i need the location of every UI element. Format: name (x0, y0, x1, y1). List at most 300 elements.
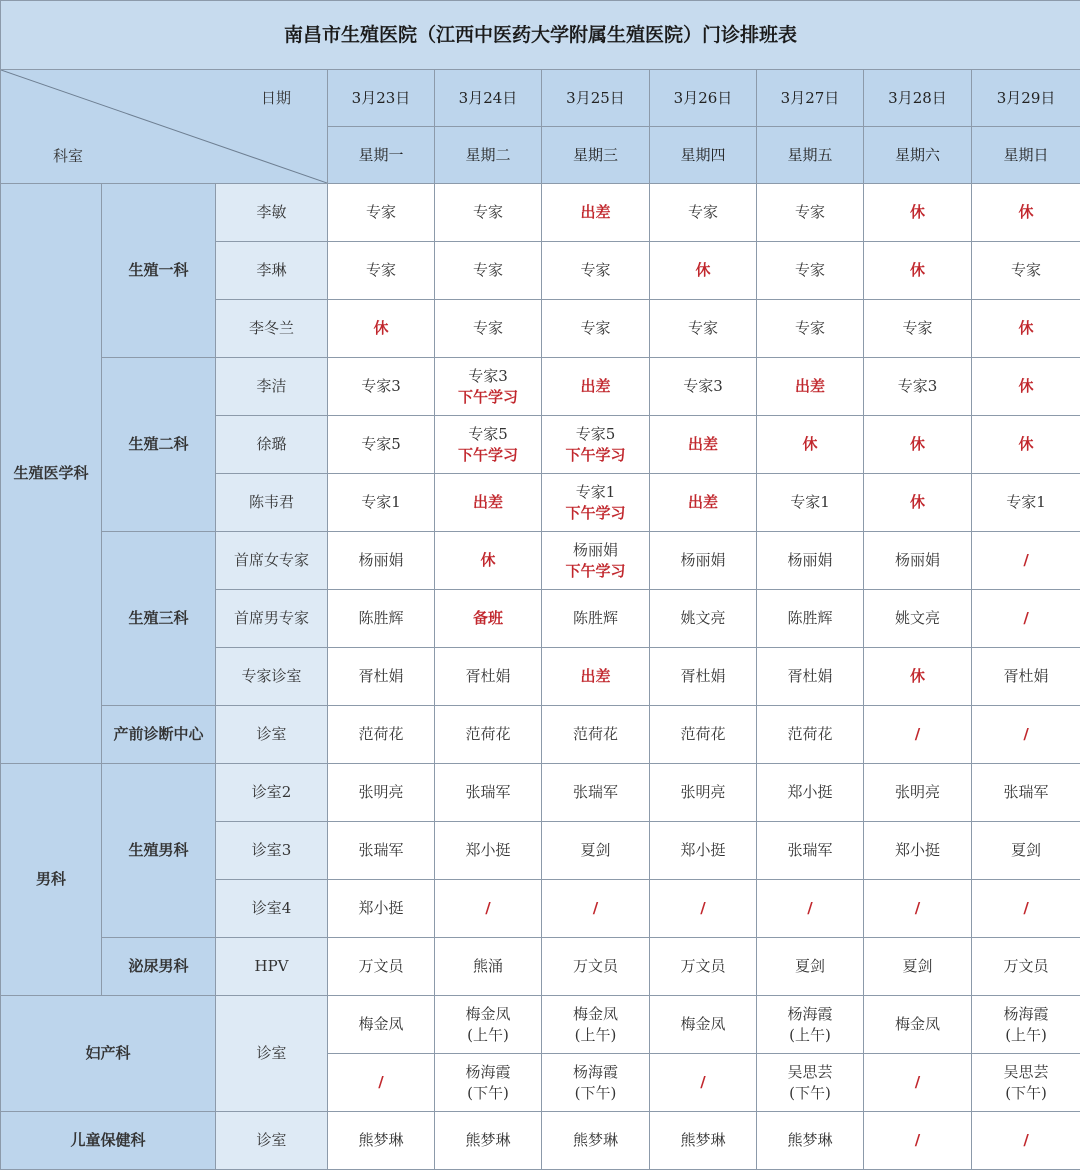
schedule-row (1, 764, 1080, 822)
schedule-cell (435, 358, 542, 416)
schedule-cell-text: 休 (757, 434, 863, 455)
schedule-cell-text: 专家5 (328, 434, 434, 455)
schedule-cell-text: 万文员 (328, 956, 434, 977)
schedule-row (1, 706, 1080, 764)
schedule-cell-text: 专家 (435, 260, 541, 281)
schedule-cell (650, 1112, 757, 1170)
schedule-cell-text: 休 (864, 666, 971, 687)
schedule-cell-text: 张明亮 (650, 782, 756, 803)
schedule-cell (542, 242, 650, 300)
schedule-cell (542, 416, 650, 474)
schedule-cell (650, 996, 757, 1054)
schedule-cell (650, 880, 757, 938)
schedule-cell (328, 358, 435, 416)
schedule-cell-text: 梅金凤 (328, 1014, 434, 1035)
clinic-room-label: 诊室 (216, 996, 328, 1112)
schedule-cell-text: 范荷花 (542, 724, 649, 745)
schedule-cell (542, 358, 650, 416)
schedule-cell-text: 姚文亮 (864, 608, 971, 629)
schedule-cell-text: 杨丽娟 (757, 550, 863, 571)
department-level1: 儿童保健科 (1, 1112, 216, 1170)
date-header-label: 日期 (261, 88, 291, 109)
schedule-cell-text: (上午) (972, 1025, 1080, 1046)
clinic-room-label: 首席女专家 (216, 532, 328, 590)
schedule-cell-text: 夏剑 (972, 840, 1080, 861)
weekday-header-5: 星期五 (757, 127, 864, 184)
schedule-cell-text: 熊梦琳 (650, 1130, 756, 1151)
schedule-cell-text: 梅金凤 (435, 1004, 541, 1025)
weekday-header-7: 星期日 (972, 127, 1080, 184)
schedule-cell (435, 880, 542, 938)
schedule-cell-text: 陈胜辉 (328, 608, 434, 629)
schedule-cell (650, 184, 757, 242)
schedule-cell (328, 996, 435, 1054)
schedule-cell-text: / (864, 1130, 971, 1151)
schedule-cell-text: (下午) (542, 1083, 649, 1104)
clinic-room-label: 李洁 (216, 358, 328, 416)
schedule-cell (542, 474, 650, 532)
diagonal-divider (1, 70, 327, 183)
schedule-cell (328, 184, 435, 242)
schedule-cell (542, 996, 650, 1054)
schedule-cell-text: 专家3 (328, 376, 434, 397)
schedule-cell-text: 杨海霞 (972, 1004, 1080, 1025)
schedule-cell (864, 242, 972, 300)
schedule-cell (864, 358, 972, 416)
schedule-cell (864, 532, 972, 590)
schedule-cell-text: 杨海霞 (435, 1062, 541, 1083)
schedule-cell (757, 590, 864, 648)
schedule-cell (542, 532, 650, 590)
schedule-cell (864, 416, 972, 474)
schedule-cell (972, 1054, 1080, 1112)
schedule-cell-text: 熊涌 (435, 956, 541, 977)
schedule-cell (542, 822, 650, 880)
schedule-cell (972, 358, 1080, 416)
schedule-cell-text: 杨海霞 (542, 1062, 649, 1083)
schedule-cell (864, 184, 972, 242)
schedule-cell-text: 专家1 (542, 482, 649, 503)
schedule-cell-text: 夏剑 (542, 840, 649, 861)
schedule-cell (864, 996, 972, 1054)
schedule-cell-text: 张瑞军 (328, 840, 434, 861)
schedule-cell (328, 474, 435, 532)
schedule-cell-text: 万文员 (650, 956, 756, 977)
schedule-cell (650, 358, 757, 416)
schedule-cell (757, 1112, 864, 1170)
schedule-cell-text: 胥杜娟 (328, 666, 434, 687)
clinic-room-label: 诊室 (216, 706, 328, 764)
schedule-row (1, 358, 1080, 416)
schedule-cell (757, 358, 864, 416)
schedule-cell (757, 996, 864, 1054)
schedule-cell-text: 专家1 (328, 492, 434, 513)
clinic-room-label: HPV (216, 938, 328, 996)
schedule-cell-text: 下午学习 (435, 387, 541, 408)
department-level2: 产前诊断中心 (102, 706, 216, 764)
schedule-cell-text: 专家 (864, 318, 971, 339)
weekday-header-3: 星期三 (542, 127, 650, 184)
clinic-room-label: 李琳 (216, 242, 328, 300)
schedule-cell (435, 822, 542, 880)
schedule-cell-text: 吴思芸 (757, 1062, 863, 1083)
clinic-room-label: 专家诊室 (216, 648, 328, 706)
schedule-cell-text: 胥杜娟 (435, 666, 541, 687)
schedule-cell (435, 474, 542, 532)
schedule-row (1, 938, 1080, 996)
schedule-cell (435, 242, 542, 300)
schedule-cell (757, 532, 864, 590)
schedule-cell-text: 吴思芸 (972, 1062, 1080, 1083)
schedule-cell-text: 休 (972, 318, 1080, 339)
schedule-cell (435, 938, 542, 996)
schedule-row (1, 1112, 1080, 1170)
schedule-cell (650, 822, 757, 880)
schedule-cell-text: / (864, 1072, 971, 1093)
schedule-cell-text: 专家5 (435, 424, 541, 445)
schedule-cell (542, 184, 650, 242)
schedule-cell (435, 1054, 542, 1112)
department-level2: 生殖三科 (102, 532, 216, 706)
schedule-row (1, 532, 1080, 590)
schedule-cell (757, 938, 864, 996)
schedule-cell (864, 880, 972, 938)
schedule-cell-text: 杨海霞 (757, 1004, 863, 1025)
schedule-cell-text: 陈胜辉 (757, 608, 863, 629)
schedule-cell-text: 张瑞军 (542, 782, 649, 803)
department-level1: 男科 (1, 764, 102, 996)
schedule-cell-text: 杨丽娟 (328, 550, 434, 571)
schedule-cell-text: (下午) (757, 1083, 863, 1104)
schedule-cell-text: 休 (864, 260, 971, 281)
schedule-cell (328, 938, 435, 996)
schedule-cell-text: 专家 (757, 260, 863, 281)
schedule-cell-text: 专家1 (757, 492, 863, 513)
schedule-cell-text: 梅金凤 (864, 1014, 971, 1035)
schedule-cell-text: (下午) (435, 1083, 541, 1104)
schedule-cell (757, 648, 864, 706)
schedule-cell (972, 822, 1080, 880)
schedule-cell (328, 648, 435, 706)
schedule-cell-text: 专家 (328, 260, 434, 281)
schedule-cell-text: 休 (650, 260, 756, 281)
header-corner (1, 70, 328, 184)
schedule-cell-text: / (650, 1072, 756, 1093)
schedule-cell-text: 熊梦琳 (328, 1130, 434, 1151)
schedule-cell-text: 出差 (542, 376, 649, 397)
schedule-cell-text: 专家 (757, 202, 863, 223)
date-header-6: 3月28日 (864, 70, 972, 127)
schedule-cell-text: 备班 (435, 608, 541, 629)
schedule-cell (757, 880, 864, 938)
schedule-cell (972, 764, 1080, 822)
schedule-cell (542, 764, 650, 822)
schedule-cell (757, 764, 864, 822)
schedule-cell-text: 专家 (650, 202, 756, 223)
schedule-cell (328, 822, 435, 880)
weekday-header-6: 星期六 (864, 127, 972, 184)
schedule-cell-text: 梅金凤 (542, 1004, 649, 1025)
schedule-cell (328, 764, 435, 822)
schedule-cell (757, 706, 864, 764)
schedule-cell-text: 杨丽娟 (542, 540, 649, 561)
schedule-cell (972, 1112, 1080, 1170)
schedule-cell-text: 杨丽娟 (650, 550, 756, 571)
schedule-cell-text: 专家3 (864, 376, 971, 397)
schedule-cell (757, 1054, 864, 1112)
schedule-cell (328, 1112, 435, 1170)
schedule-cell-text: / (435, 898, 541, 919)
schedule-cell-text: / (328, 1072, 434, 1093)
schedule-cell-text: 下午学习 (542, 503, 649, 524)
schedule-cell-text: 范荷花 (650, 724, 756, 745)
schedule-cell-text: 专家 (435, 318, 541, 339)
schedule-cell (435, 532, 542, 590)
schedule-cell-text: 熊梦琳 (757, 1130, 863, 1151)
department-level1: 生殖医学科 (1, 184, 102, 764)
schedule-cell (864, 938, 972, 996)
schedule-cell-text: / (757, 898, 863, 919)
schedule-cell-text: 万文员 (972, 956, 1080, 977)
schedule-cell-text: 下午学习 (435, 445, 541, 466)
schedule-cell-text: 张瑞军 (972, 782, 1080, 803)
schedule-cell-text: 专家 (542, 318, 649, 339)
schedule-cell (435, 996, 542, 1054)
schedule-cell (972, 706, 1080, 764)
schedule-cell (972, 996, 1080, 1054)
date-header-3: 3月25日 (542, 70, 650, 127)
schedule-cell-text: / (972, 1130, 1080, 1151)
department-level2: 泌尿男科 (102, 938, 216, 996)
schedule-cell (864, 1054, 972, 1112)
schedule-cell (972, 416, 1080, 474)
schedule-cell (864, 764, 972, 822)
schedule-cell-text: (上午) (435, 1025, 541, 1046)
schedule-cell (328, 242, 435, 300)
schedule-cell (972, 880, 1080, 938)
schedule-cell (650, 590, 757, 648)
clinic-room-label: 诊室4 (216, 880, 328, 938)
schedule-cell-text: 下午学习 (542, 561, 649, 582)
schedule-cell (328, 416, 435, 474)
schedule-cell (435, 590, 542, 648)
schedule-row (1, 184, 1080, 242)
schedule-cell (972, 648, 1080, 706)
clinic-room-label: 李敏 (216, 184, 328, 242)
schedule-cell (757, 416, 864, 474)
schedule-cell (864, 1112, 972, 1170)
date-header-7: 3月29日 (972, 70, 1080, 127)
schedule-cell-text: 专家 (435, 202, 541, 223)
schedule-cell-text: 熊梦琳 (435, 1130, 541, 1151)
date-header-5: 3月27日 (757, 70, 864, 127)
schedule-cell-text: / (972, 898, 1080, 919)
schedule-cell-text: 休 (864, 492, 971, 513)
schedule-cell-text: (下午) (972, 1083, 1080, 1104)
schedule-cell (435, 706, 542, 764)
schedule-cell (757, 822, 864, 880)
schedule-cell (864, 590, 972, 648)
department-level2: 生殖男科 (102, 764, 216, 938)
schedule-cell (650, 938, 757, 996)
schedule-cell (435, 416, 542, 474)
schedule-cell (864, 706, 972, 764)
schedule-cell-text: 休 (435, 550, 541, 571)
schedule-cell-text: 专家 (542, 260, 649, 281)
schedule-cell (972, 938, 1080, 996)
schedule-cell (328, 532, 435, 590)
schedule-cell (435, 764, 542, 822)
schedule-cell-text: 专家 (650, 318, 756, 339)
schedule-cell (542, 706, 650, 764)
schedule-cell (328, 706, 435, 764)
clinic-room-label: 诊室2 (216, 764, 328, 822)
schedule-cell-text: 出差 (435, 492, 541, 513)
schedule-cell-text: 张瑞军 (757, 840, 863, 861)
schedule-cell (542, 648, 650, 706)
schedule-cell-text: 郑小挺 (864, 840, 971, 861)
schedule-cell-text: 出差 (542, 666, 649, 687)
clinic-room-label: 首席男专家 (216, 590, 328, 648)
schedule-cell-text: / (542, 898, 649, 919)
schedule-cell (542, 1054, 650, 1112)
date-header-1: 3月23日 (328, 70, 435, 127)
schedule-cell (864, 474, 972, 532)
schedule-cell-text: 张明亮 (864, 782, 971, 803)
page-title: 南昌市生殖医院（江西中医药大学附属生殖医院）门诊排班表 (1, 1, 1080, 70)
schedule-cell-text: / (864, 724, 971, 745)
schedule-cell-text: 夏剑 (757, 956, 863, 977)
schedule-cell-text: / (864, 898, 971, 919)
schedule-cell-text: 专家 (757, 318, 863, 339)
schedule-cell-text: 郑小挺 (650, 840, 756, 861)
schedule-cell-text: 杨丽娟 (864, 550, 971, 571)
schedule-cell (972, 532, 1080, 590)
schedule-cell-text: (上午) (757, 1025, 863, 1046)
schedule-cell-text: 专家 (328, 202, 434, 223)
schedule-cell (435, 300, 542, 358)
schedule-cell (650, 532, 757, 590)
clinic-room-label: 李冬兰 (216, 300, 328, 358)
department-level1: 妇产科 (1, 996, 216, 1112)
schedule-cell-text: (上午) (542, 1025, 649, 1046)
schedule-cell (650, 764, 757, 822)
schedule-cell-text: 范荷花 (757, 724, 863, 745)
schedule-cell (328, 300, 435, 358)
schedule-cell (650, 648, 757, 706)
schedule-cell-text: 张瑞军 (435, 782, 541, 803)
schedule-cell-text: 休 (864, 434, 971, 455)
schedule-cell (542, 1112, 650, 1170)
clinic-room-label: 诊室 (216, 1112, 328, 1170)
schedule-cell-text: 专家1 (972, 492, 1080, 513)
schedule-cell-text: / (972, 724, 1080, 745)
schedule-cell (328, 880, 435, 938)
schedule-cell (650, 706, 757, 764)
schedule-cell-text: 夏剑 (864, 956, 971, 977)
schedule-cell-text: 下午学习 (542, 445, 649, 466)
schedule-cell (757, 300, 864, 358)
date-header-4: 3月26日 (650, 70, 757, 127)
schedule-cell (972, 590, 1080, 648)
schedule-cell (864, 822, 972, 880)
schedule-cell (650, 1054, 757, 1112)
schedule-cell-text: 胥杜娟 (757, 666, 863, 687)
schedule-cell-text: 梅金凤 (650, 1014, 756, 1035)
schedule-cell-text: 出差 (757, 376, 863, 397)
schedule-cell (972, 300, 1080, 358)
schedule-cell-text: 胥杜娟 (650, 666, 756, 687)
schedule-cell-text: 熊梦琳 (542, 1130, 649, 1151)
schedule-cell (328, 590, 435, 648)
schedule-cell-text: 范荷花 (328, 724, 434, 745)
schedule-cell (650, 416, 757, 474)
schedule-cell-text: 专家5 (542, 424, 649, 445)
schedule-cell (650, 474, 757, 532)
schedule-row (1, 996, 1080, 1054)
schedule-cell-text: 郑小挺 (328, 898, 434, 919)
schedule-cell (650, 300, 757, 358)
department-header-label: 科室 (53, 146, 83, 167)
schedule-cell-text: 万文员 (542, 956, 649, 977)
schedule-cell (757, 242, 864, 300)
schedule-cell (972, 184, 1080, 242)
schedule-cell-text: 出差 (650, 492, 756, 513)
schedule-cell-text: / (650, 898, 756, 919)
schedule-cell-text: 休 (864, 202, 971, 223)
weekday-header-2: 星期二 (435, 127, 542, 184)
schedule-cell-text: 郑小挺 (435, 840, 541, 861)
schedule-cell (972, 242, 1080, 300)
schedule-cell-text: 张明亮 (328, 782, 434, 803)
weekday-header-4: 星期四 (650, 127, 757, 184)
schedule-cell-text: 专家3 (650, 376, 756, 397)
schedule-cell (542, 300, 650, 358)
schedule-cell (972, 474, 1080, 532)
schedule-cell-text: 陈胜辉 (542, 608, 649, 629)
schedule-cell-text: 休 (972, 376, 1080, 397)
schedule-cell-text: 休 (972, 434, 1080, 455)
schedule-cell-text: 专家3 (435, 366, 541, 387)
schedule-cell (757, 184, 864, 242)
clinic-room-label: 诊室3 (216, 822, 328, 880)
weekday-header-1: 星期一 (328, 127, 435, 184)
schedule-cell-text: 出差 (542, 202, 649, 223)
schedule-cell (435, 648, 542, 706)
schedule-cell (542, 938, 650, 996)
schedule-cell-text: 休 (328, 318, 434, 339)
schedule-cell (435, 184, 542, 242)
schedule-cell-text: 专家 (972, 260, 1080, 281)
schedule-cell-text: 郑小挺 (757, 782, 863, 803)
schedule-cell (328, 1054, 435, 1112)
schedule-cell-text: 休 (972, 202, 1080, 223)
schedule-cell-text: 范荷花 (435, 724, 541, 745)
schedule-cell (542, 880, 650, 938)
schedule-cell (542, 590, 650, 648)
schedule-cell (650, 242, 757, 300)
schedule-cell (435, 1112, 542, 1170)
department-level2: 生殖一科 (102, 184, 216, 358)
schedule-cell-text: / (972, 608, 1080, 629)
date-header-2: 3月24日 (435, 70, 542, 127)
schedule-cell (757, 474, 864, 532)
schedule-cell-text: 姚文亮 (650, 608, 756, 629)
schedule-cell (864, 648, 972, 706)
schedule-cell (864, 300, 972, 358)
department-level2: 生殖二科 (102, 358, 216, 532)
schedule-cell-text: 胥杜娟 (972, 666, 1080, 687)
